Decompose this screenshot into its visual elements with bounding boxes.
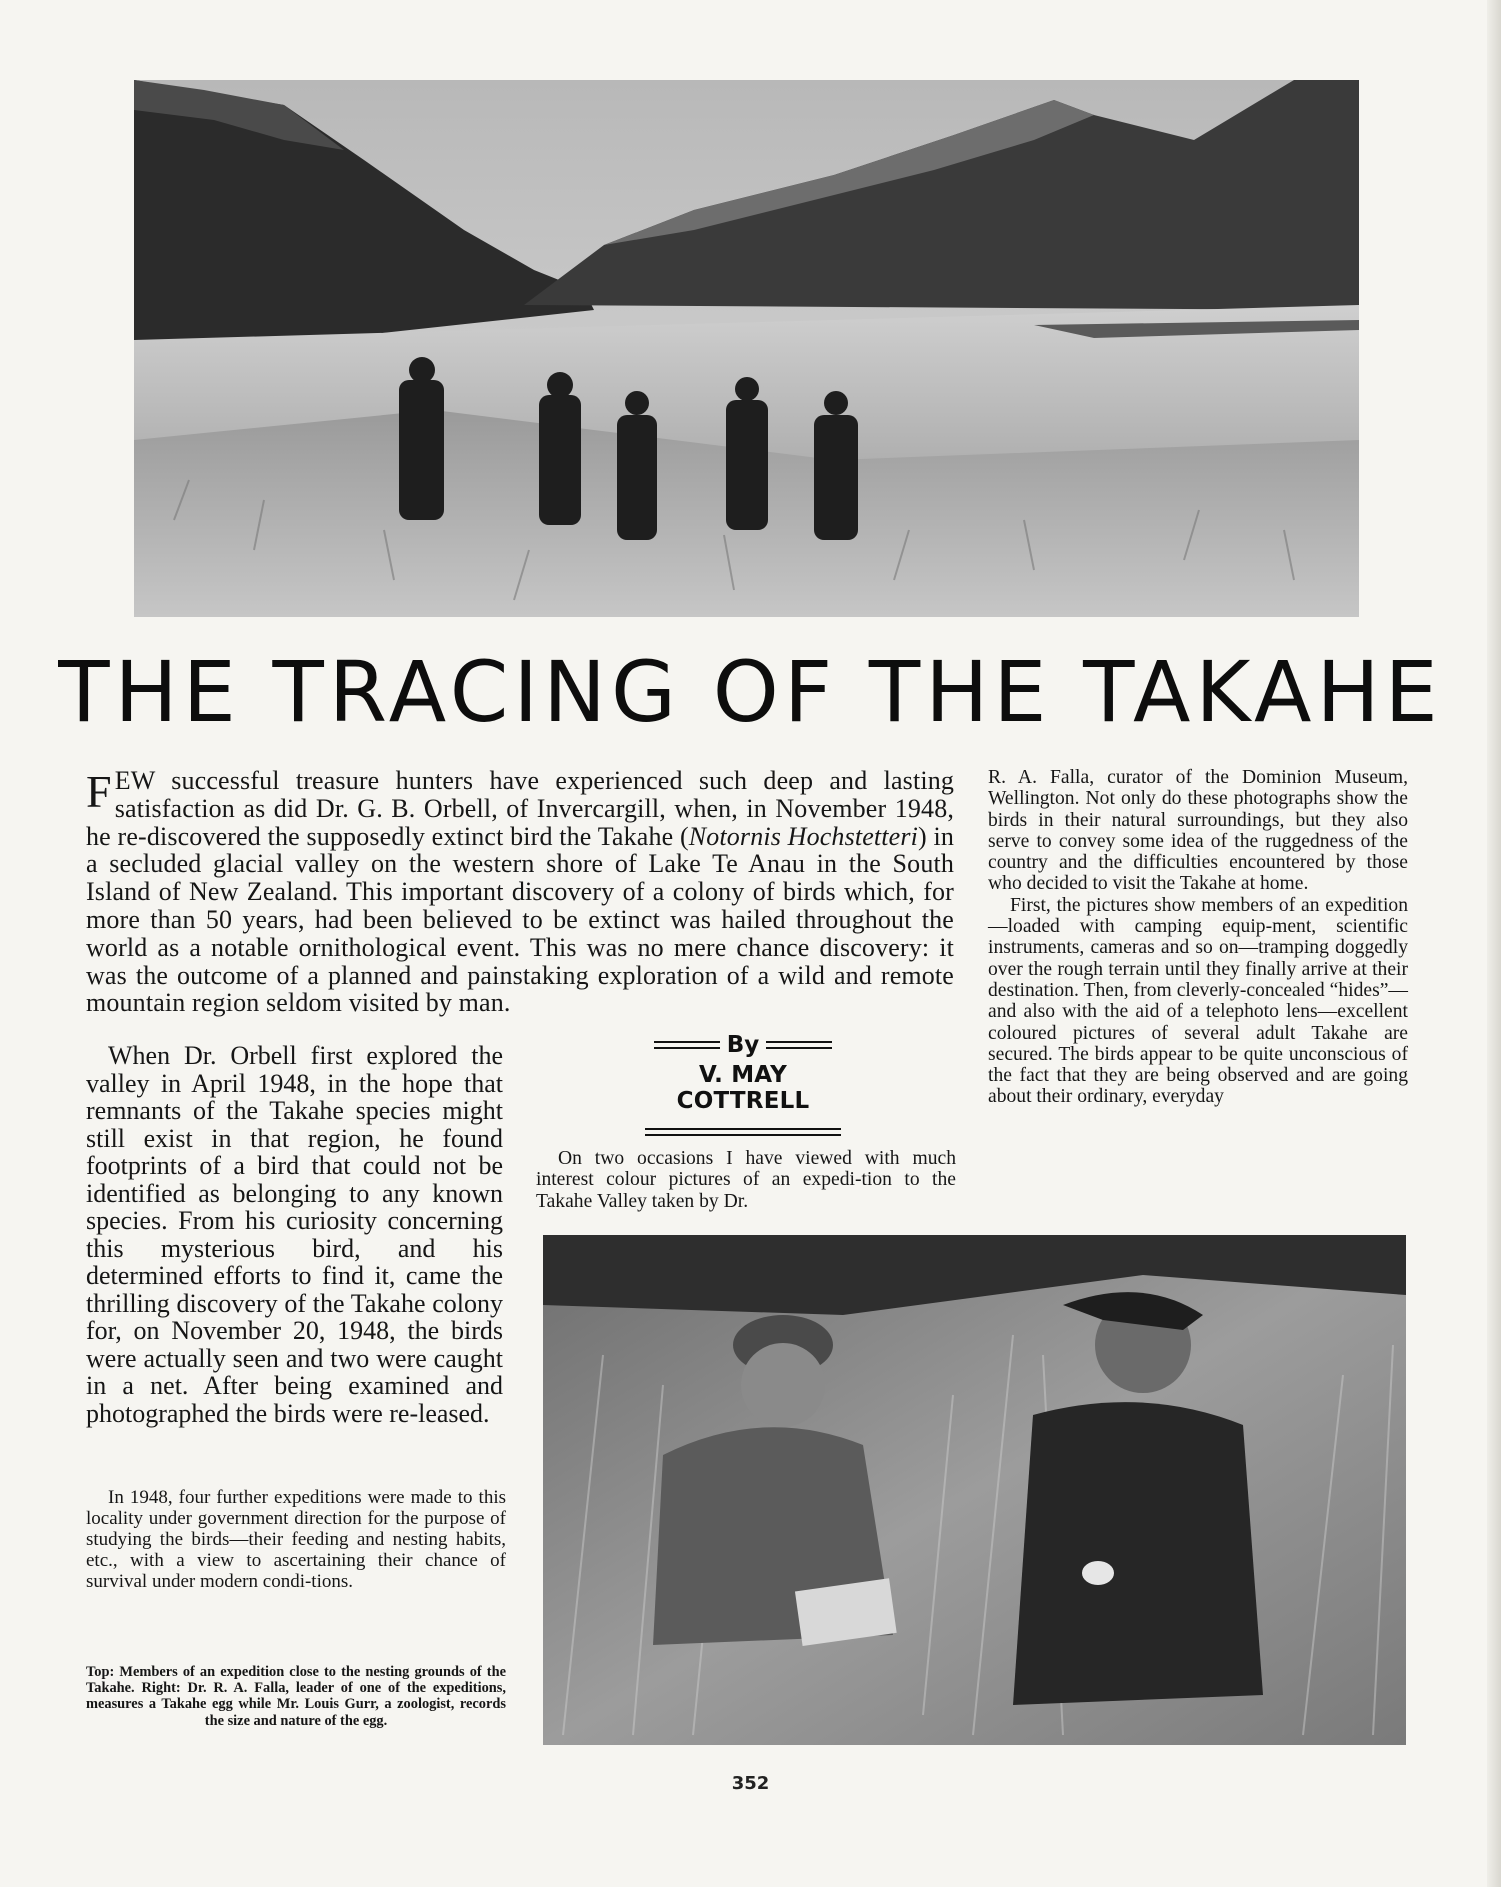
article-title: THE TRACING OF THE TAKAHE — [58, 643, 1443, 741]
pictures-paragraph: First, the pictures show members of an expedition—loaded with camping equip-ment, scientific instruments, cameras and so on—tramping doggedly over the rough terrain until they finally arrive at their destination. Then, from cleverly-concealed “hides”—and also with the aid of a telephoto lens—excellent coloured pictures of several adult Takahe are secured. The birds appear to be quite unconscious of the fact that they are being observed and are going about their ordinary, everyday — [988, 894, 1408, 1108]
intro-text-end: ) in a secluded glacial valley on the western shore of Lake Te Anau in the South Island of New Zealand. This important discovery of a colony of birds which, for more than 50 years, had been believed to be extinct was hailed throughout the world as a notable ornithological event. This was no mere chance discovery: it was the outcome of a planned and painstaking exploration of a wild and remote mountain region seldom visited by man. — [86, 821, 955, 1018]
falla-paragraph: R. A. Falla, curator of the Dominion Museum, Wellington. Not only do these photographs show the birds in their natural surroundings, but they also serve to convey some idea of the ruggedness of the country and the difficulties encountered by those who decided to visit the Takahe at home. — [988, 767, 1408, 895]
page-edge-shade — [1487, 0, 1501, 1887]
byline-author: V. MAY COTTRELL — [676, 1062, 810, 1114]
byline — [645, 1032, 841, 1136]
drop-cap: F — [86, 766, 112, 817]
expeditions-paragraph: In 1948, four further expeditions were made to this locality under government direction for the purpose of studying the birds—their feeding and nesting habits, etc., with a view to ascertaining their chance of survival under modern condi-tions. — [86, 1487, 506, 1592]
intro-paragraph — [86, 767, 954, 1017]
intro-species-name: Notornis Hochstetteri — [688, 821, 918, 851]
byline-rule-bottom — [645, 1128, 841, 1136]
byline-rule-left — [654, 1041, 720, 1049]
byline-rule-right — [766, 1041, 832, 1049]
orbell-paragraph: When Dr. Orbell first explored the valley in April 1948, in the hope that remnants of the Takahe species might still exist in that region, he found footprints of a bird that could not be identified as belonging to any known species. From his curiosity concerning this mysterious bird, and his determined efforts to find it, came the thrilling discovery of the Takahe colony for, on November 20, 1948, the birds were actually seen and two were caught in a net. After being examined and photographed the birds were re-leased. — [86, 1041, 503, 1428]
egg-measuring-photo-image — [543, 1235, 1406, 1745]
left-column-paragraph — [86, 1042, 503, 1427]
expedition-photo-image — [134, 80, 1359, 617]
page-number: 352 — [731, 1773, 770, 1794]
middle-column-paragraph: On two occasions I have viewed with much interest colour pictures of an expedi-tion to the Takahe Valley taken by Dr. — [536, 1148, 956, 1212]
top-photo — [134, 80, 1359, 617]
photo-caption: Top: Members of an expedition close to the nesting grounds of the Takahe. Right: Dr. R. A. Falla, leader of one of the expeditions, measures a Takahe egg while Mr. Louis Gurr, a zoologist, records the size and nature of the egg. — [86, 1664, 506, 1729]
byline-by-row — [645, 1032, 841, 1058]
intro-text-start: EW successful treasure hunters have experienced such deep and lasting satisfaction as did Dr. G. B. Orbell, of Invercargill, when, in November 1948, he re-discovered the supposedly extinct bird the Takahe ( — [86, 766, 954, 851]
byline-by: By — [726, 1032, 760, 1058]
bottom-photo — [543, 1235, 1406, 1745]
right-column — [988, 767, 1408, 1108]
